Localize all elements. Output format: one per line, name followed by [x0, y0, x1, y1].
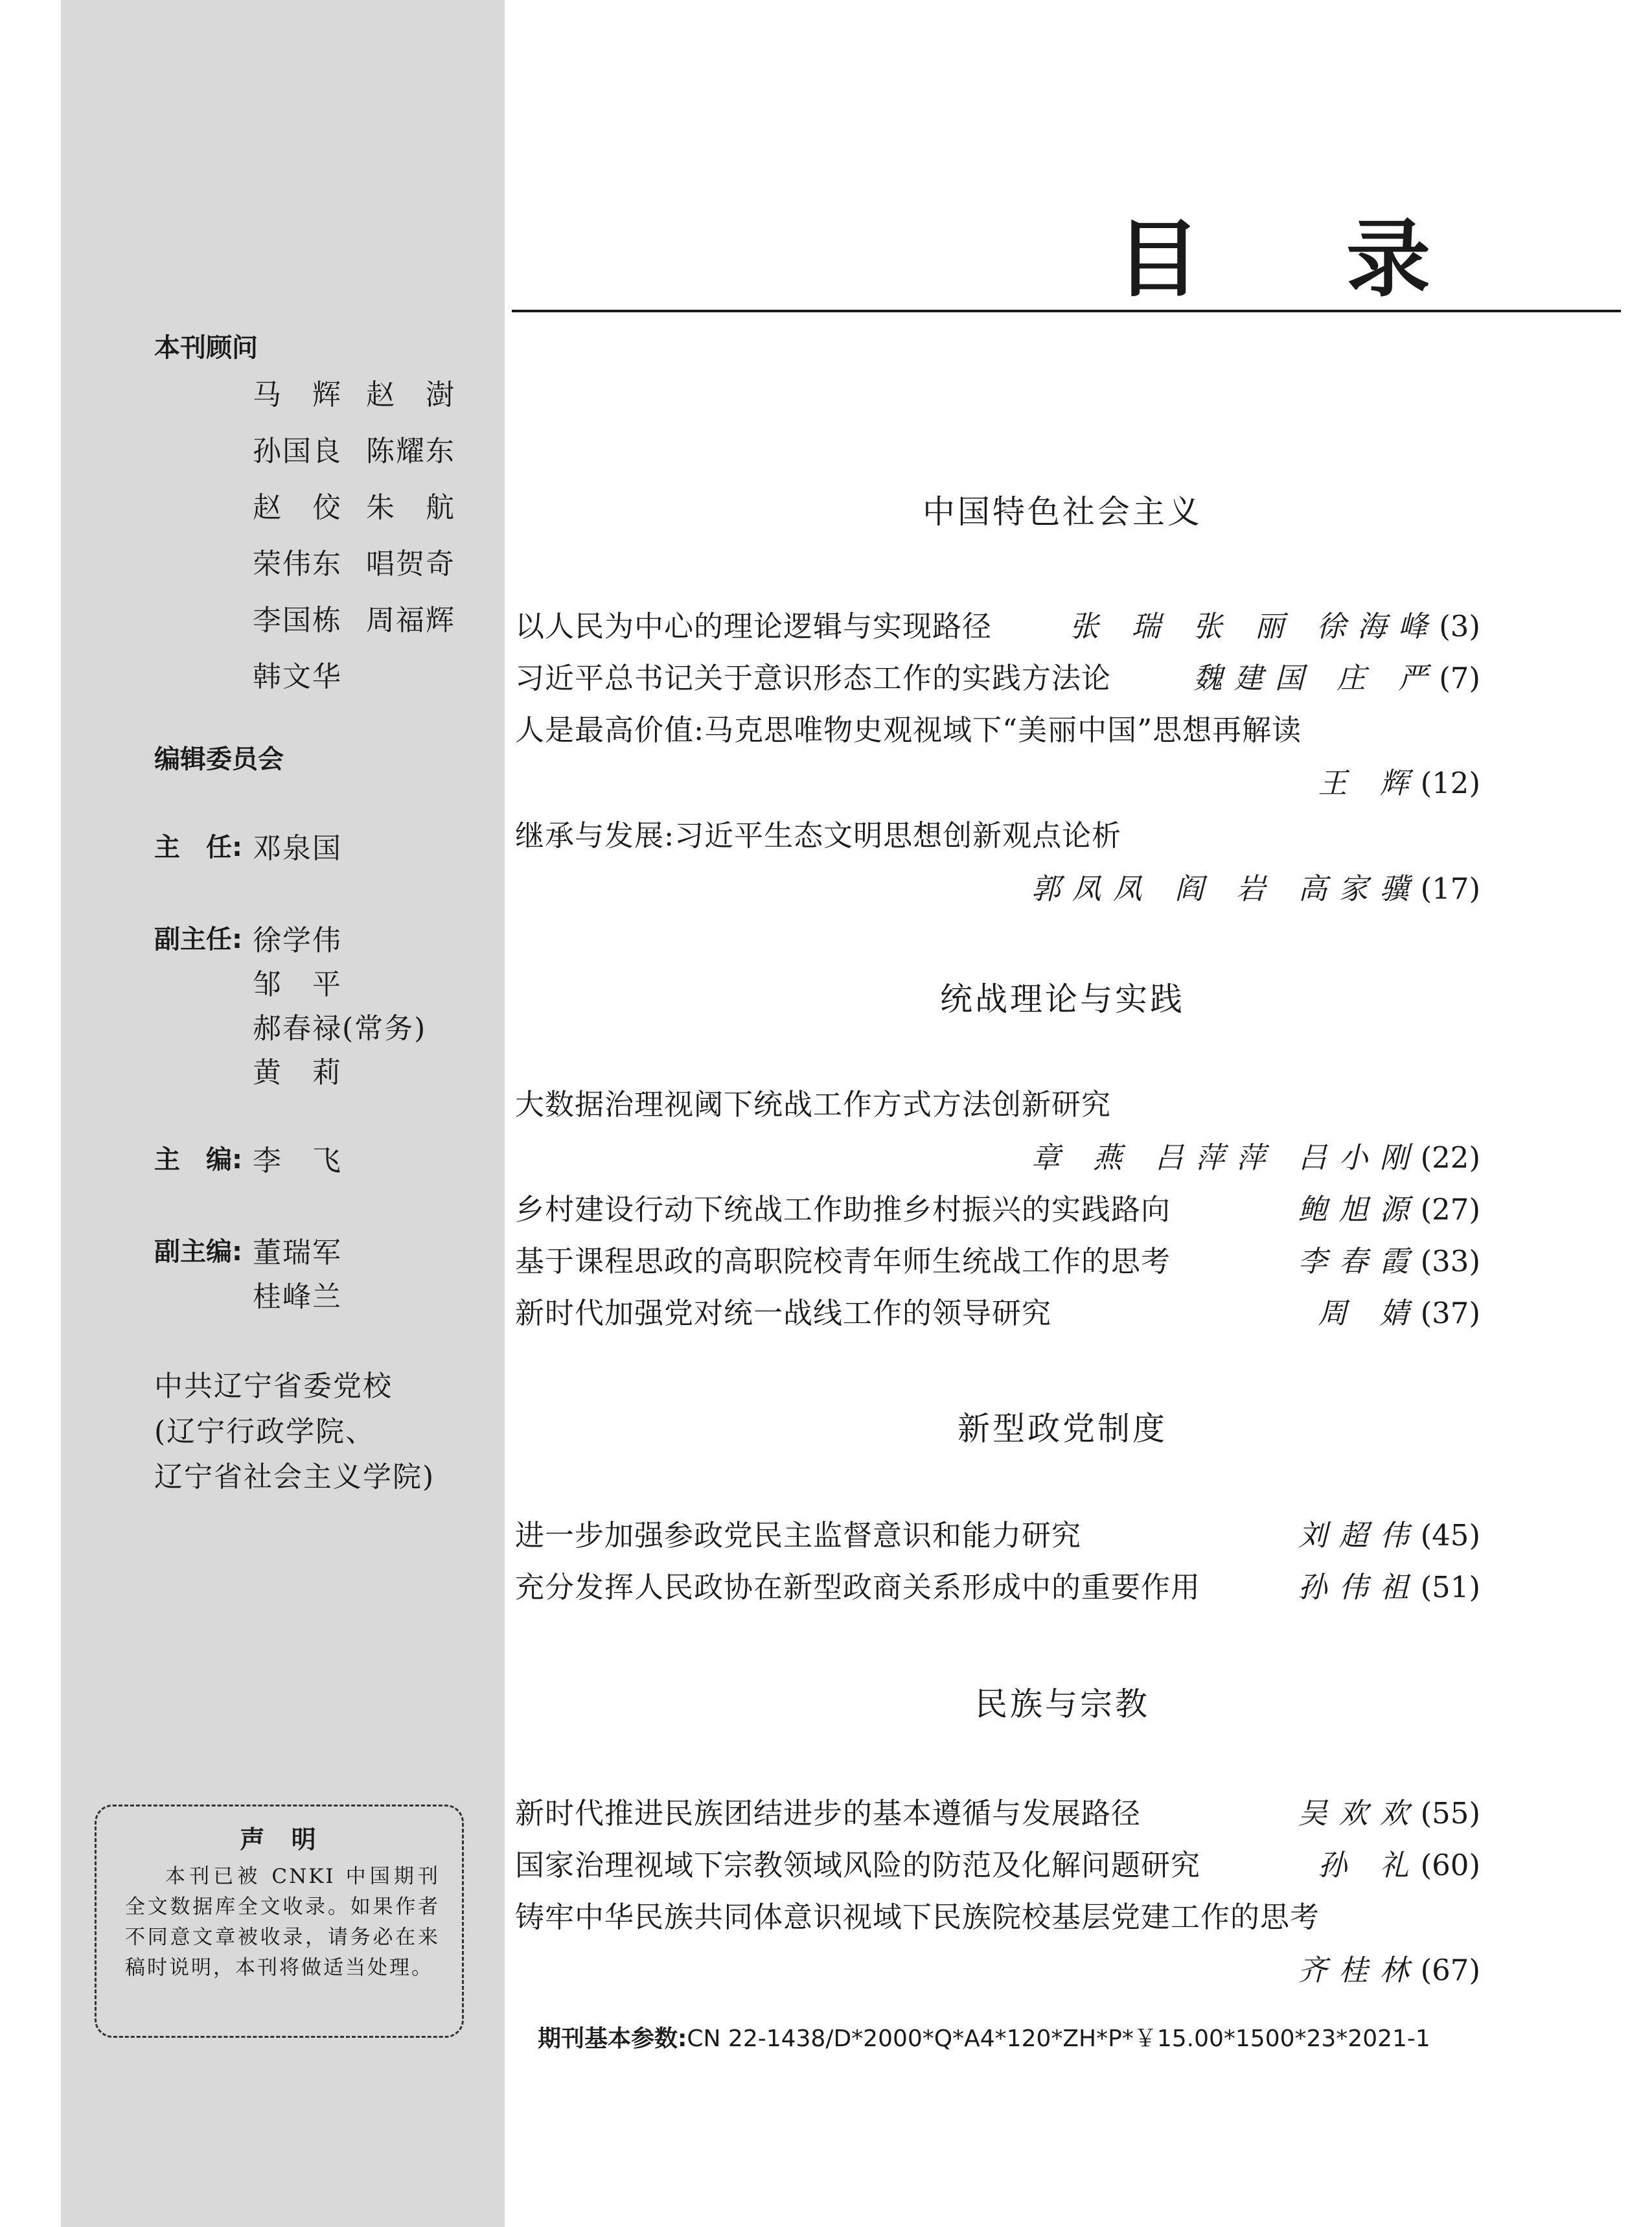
advisor-name: 赵 佼 — [253, 491, 342, 524]
notice-body: 本刊已被 CNKI 中国期刊全文数据库全文收录。如果作者不同意文章被收录，请务必在来稿时说明，本刊将做适当处理。 — [125, 1865, 440, 1979]
advisor-name: 周福辉 — [366, 604, 455, 637]
deputy-director-name: 邹 平 — [253, 968, 342, 1001]
entry-title: 充分发挥人民政协在新型政商关系形成中的重要作用 — [515, 1570, 1201, 1604]
entry-page: (7) — [1439, 661, 1480, 695]
parameters-label: 期刊基本参数: — [538, 2025, 687, 2052]
entry-page: (55) — [1420, 1796, 1480, 1830]
entry-title: 新时代推进民族团结进步的基本遵循与发展路径 — [515, 1796, 1141, 1830]
deputy-director-name: 徐学伟 — [253, 924, 342, 957]
entry-page: (12) — [1420, 766, 1480, 800]
deputy-editor-label: 副主编: — [154, 1237, 242, 1267]
entry-page: (22) — [1420, 1140, 1480, 1175]
entry-title: 铸牢中华民族共同体意识视域下民族院校基层党建工作的思考 — [515, 1900, 1320, 1934]
advisor-name: 荣伟东 — [253, 548, 342, 581]
advisor-name: 陈耀东 — [366, 435, 455, 468]
entry-title: 习近平总书记关于意识形态工作的实践方法论 — [515, 661, 1112, 695]
entry-title: 国家治理视域下宗教领域风险的防范及化解问题研究 — [515, 1848, 1201, 1882]
entry-page: (67) — [1420, 1953, 1480, 1987]
deputy-editor-name: 桂峰兰 — [253, 1280, 342, 1313]
advisor-name: 孙国良 — [253, 435, 342, 468]
advisor-name: 马 辉 — [253, 378, 342, 411]
copyright-notice — [95, 1805, 464, 2038]
entry-page: (3) — [1439, 609, 1480, 643]
section-heading: 统战理论与实践 — [940, 980, 1185, 1018]
deputy-director-name: 黄 莉 — [253, 1056, 342, 1089]
entry-authors: 郭凤凤 阎 岩 高家骥 — [1031, 871, 1421, 906]
advisor-name: 李国栋 — [253, 604, 342, 637]
advisor-name: 唱贺奇 — [366, 548, 455, 581]
title-rule — [512, 310, 1621, 312]
entry-page: (17) — [1420, 871, 1480, 906]
entry-page: (27) — [1420, 1192, 1480, 1227]
parameters-value: CN 22-1438/D*2000*Q*A4*120*ZH*P*￥15.00*1500*23*2021-1 — [687, 2025, 1430, 2052]
advisor-name: 韩文华 — [253, 660, 342, 693]
section-heading: 新型政党制度 — [958, 1410, 1167, 1448]
entry-title: 以人民为中心的理论逻辑与实现路径 — [515, 609, 992, 643]
entry-authors: 孙伟祖 — [1298, 1570, 1421, 1604]
entry-authors: 李春霞 — [1298, 1244, 1421, 1278]
entry-title: 基于课程思政的高职院校青年师生统战工作的思考 — [515, 1244, 1171, 1278]
deputy-director-name: 郝春禄(常务) — [253, 1012, 427, 1045]
entry-page: (33) — [1420, 1244, 1480, 1278]
advisor-name: 赵 澍 — [366, 378, 455, 411]
entry-page: (45) — [1420, 1518, 1480, 1552]
director-name: 邓泉国 — [253, 832, 342, 865]
entry-authors: 周 婧 — [1318, 1296, 1421, 1330]
sponsor-line: 辽宁省社会主义学院) — [154, 1460, 435, 1494]
deputy-director-label: 副主任: — [154, 925, 242, 954]
entry-title: 乡村建设行动下统战工作助推乡村振兴的实践路向 — [515, 1192, 1171, 1227]
entry-authors: 刘超伟 — [1298, 1518, 1421, 1552]
sponsor-line: 中共辽宁省委党校 — [154, 1370, 393, 1403]
entry-authors: 鲍旭源 — [1298, 1192, 1421, 1227]
entry-authors: 张 瑞 张 丽 徐海峰 — [1070, 609, 1440, 643]
entry-authors: 章 燕 吕萍萍 吕小刚 — [1031, 1140, 1421, 1175]
entry-title: 大数据治理视阈下统战工作方式方法创新研究 — [515, 1087, 1112, 1122]
advisors-label: 本刊顾问 — [154, 333, 258, 363]
toc-title: 目 录 — [1116, 209, 1489, 308]
entry-title: 继承与发展:习近平生态文明思想创新观点论析 — [515, 818, 1122, 853]
entry-title: 进一步加强参政党民主监督意识和能力研究 — [515, 1518, 1082, 1552]
entry-title: 新时代加强党对统一战线工作的领导研究 — [515, 1296, 1052, 1330]
editorial-board-label: 编辑委员会 — [154, 744, 284, 774]
section-heading: 中国特色社会主义 — [923, 493, 1202, 531]
entry-title: 人是最高价值:马克思唯物史观视域下“美丽中国”思想再解读 — [515, 713, 1302, 747]
notice-title: 声 明 — [240, 1825, 325, 1854]
director-label: 主 任: — [154, 833, 242, 862]
entry-authors: 齐桂林 — [1298, 1953, 1421, 1987]
journal-parameters — [538, 2020, 1430, 2053]
entry-authors: 王 辉 — [1318, 766, 1421, 800]
deputy-editor-name: 董瑞军 — [253, 1236, 342, 1269]
entry-authors: 吴欢欢 — [1298, 1796, 1421, 1830]
entry-authors: 魏建国 庄 严 — [1193, 661, 1440, 695]
editor-in-chief-name: 李 飞 — [253, 1144, 342, 1177]
entry-page: (37) — [1420, 1296, 1480, 1330]
editor-in-chief-label: 主 编: — [154, 1145, 242, 1175]
entry-authors: 孙 礼 — [1318, 1848, 1421, 1882]
entry-page: (51) — [1420, 1570, 1480, 1604]
entry-page: (60) — [1420, 1848, 1480, 1882]
section-heading: 民族与宗教 — [975, 1685, 1150, 1723]
sponsor-line: (辽宁行政学院、 — [154, 1415, 376, 1448]
advisor-name: 朱 航 — [366, 491, 455, 524]
